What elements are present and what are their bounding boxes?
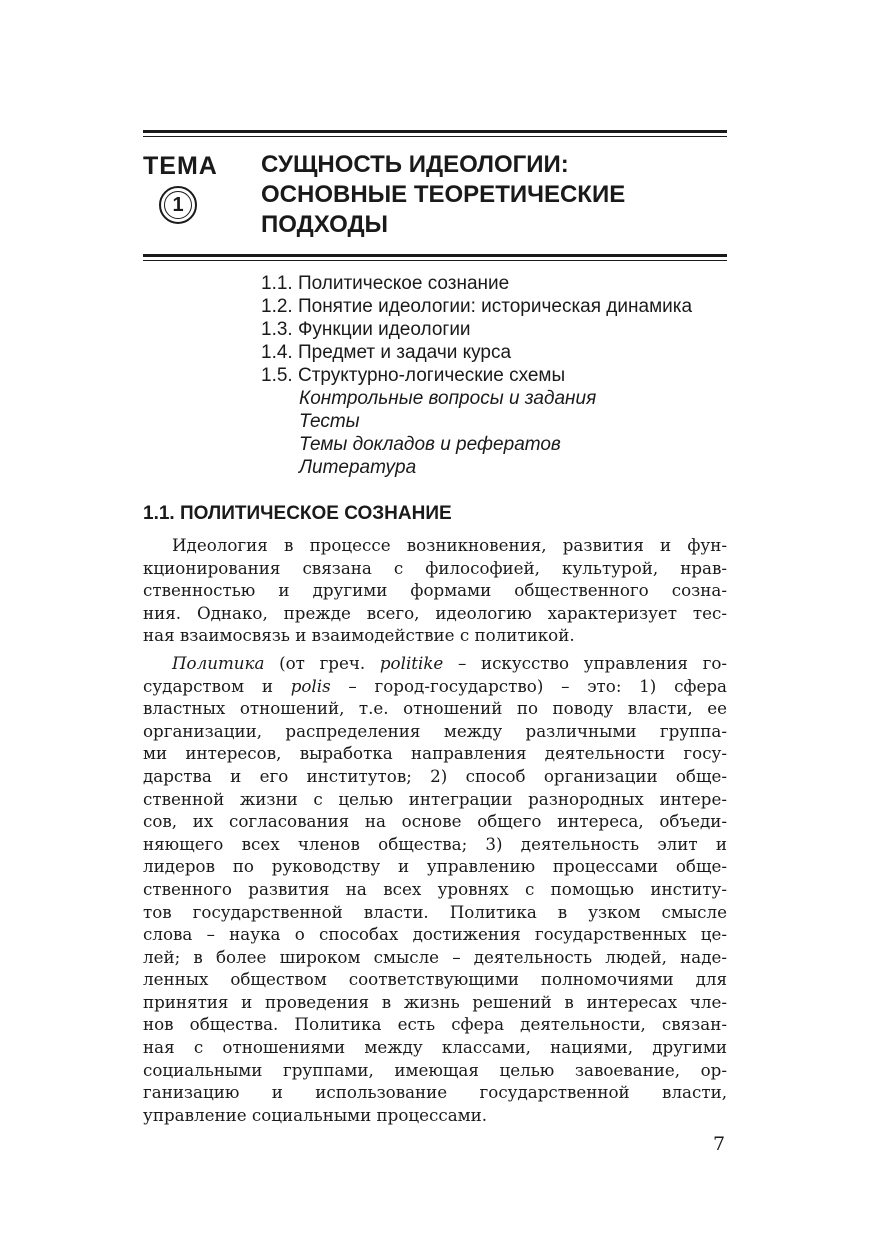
text-line: Идеология в процессе возникновения, развития и фун- bbox=[172, 535, 727, 555]
toc-item: 1.1. Политическое сознание bbox=[261, 273, 510, 294]
text-line: ганизацию и использование государственной власти, bbox=[143, 1082, 727, 1103]
text-line bbox=[143, 675, 727, 698]
toc-item: 1.3. Функции идеологии bbox=[261, 319, 471, 340]
chapter-title-line: ПОДХОДЫ bbox=[261, 211, 389, 238]
toc-item: 1.5. Структурно-логические схемы bbox=[261, 365, 566, 386]
toc-item: 1.2. Понятие идеологии: историческая динамика bbox=[261, 296, 693, 317]
toc-extra-item: Литература bbox=[299, 457, 417, 478]
text-line: управление социальными процессами. bbox=[143, 1104, 488, 1125]
text-line: принятия и проведения в жизнь решений в интересах чле- bbox=[143, 991, 727, 1012]
text-line: ственностью и другими формами общественного созна- bbox=[143, 580, 727, 601]
chapter-title-line: СУЩНОСТЬ ИДЕОЛОГИИ: bbox=[261, 151, 569, 178]
chapter-title bbox=[261, 150, 721, 240]
greek-term: polis bbox=[290, 675, 331, 696]
toc-item: 1.4. Предмет и задачи курса bbox=[261, 342, 512, 363]
page-number: 7 bbox=[713, 1133, 726, 1155]
header-rule-bottom-thin bbox=[143, 260, 727, 261]
text-line: тов государственной власти. Политика в узком смысле bbox=[143, 901, 727, 922]
text-line: ственного развития на всех уровнях с помощью институ- bbox=[143, 878, 727, 899]
toc-extra-item: Контрольные вопросы и задания bbox=[299, 388, 597, 409]
tema-number-badge bbox=[159, 186, 197, 224]
text-line: дарства и его институтов; 2) способ организации обще- bbox=[143, 765, 727, 786]
text-line: ния. Однако, прежде всего, идеологию характеризует тес- bbox=[143, 602, 727, 623]
text-line: лидеров по руководству и управлению процессами обще- bbox=[143, 856, 727, 877]
text-line: властных отношений, т.е. отношений по поводу власти, ее bbox=[143, 698, 727, 719]
chapter-title-line: ОСНОВНЫЕ ТЕОРЕТИЧЕСКИЕ bbox=[261, 181, 626, 208]
paragraph-2 bbox=[143, 652, 727, 1126]
toc-extra-item: Темы докладов и рефератов bbox=[299, 434, 561, 455]
text-line: кционирования связана с философией, культурой, нрав- bbox=[143, 557, 727, 578]
text-line: сов, их согласования на основе общего интереса, объеди- bbox=[143, 811, 727, 832]
text-line: организации, распределения между различными группа- bbox=[143, 720, 727, 741]
header-rule-bottom bbox=[143, 254, 727, 257]
text-line: нов общества. Политика есть сфера деятельности, связан- bbox=[143, 1014, 727, 1035]
text-line bbox=[143, 652, 727, 675]
greek-term: politike bbox=[379, 652, 444, 673]
text-line: ми интересов, выработка направления деятельности госу- bbox=[143, 743, 727, 764]
body-text bbox=[143, 534, 727, 1126]
table-of-contents bbox=[261, 272, 692, 479]
header-rule-top-thin bbox=[143, 136, 727, 137]
text-span: сударством и bbox=[143, 675, 291, 696]
text-line: ная с отношениями между классами, нациями, другими bbox=[143, 1037, 727, 1058]
section-heading: 1.1. ПОЛИТИЧЕСКОЕ СОЗНАНИЕ bbox=[143, 503, 452, 524]
term-politika: Политика bbox=[172, 652, 265, 673]
text-line: ленных обществом соответствующими полномочиями для bbox=[143, 969, 727, 990]
text-line: ственной жизни с целью интеграции разнородных интере- bbox=[143, 788, 727, 809]
text-span: (от греч. bbox=[264, 652, 380, 673]
text-line: няющего всех членов общества; 3) деятельность элит и bbox=[143, 833, 727, 854]
tema-number: 1 bbox=[164, 191, 192, 219]
text-line: лей; в более широком смысле – деятельность людей, наде- bbox=[143, 946, 727, 967]
text-line: социальными группами, имеющая целью завоевание, ор- bbox=[143, 1059, 727, 1080]
paragraph-1 bbox=[143, 534, 727, 647]
text-line: ная взаимосвязь и взаимодействие с политикой. bbox=[143, 625, 575, 646]
text-line: слова – наука о способах достижения государственных це- bbox=[143, 924, 727, 945]
text-span: – город-государство) – это: 1) сфера bbox=[330, 675, 727, 696]
text-span: – искусство управления го- bbox=[443, 652, 728, 673]
tema-label: ТЕМА bbox=[143, 152, 218, 180]
header-rule-top bbox=[143, 130, 727, 133]
toc-extra-item: Тесты bbox=[299, 411, 360, 432]
